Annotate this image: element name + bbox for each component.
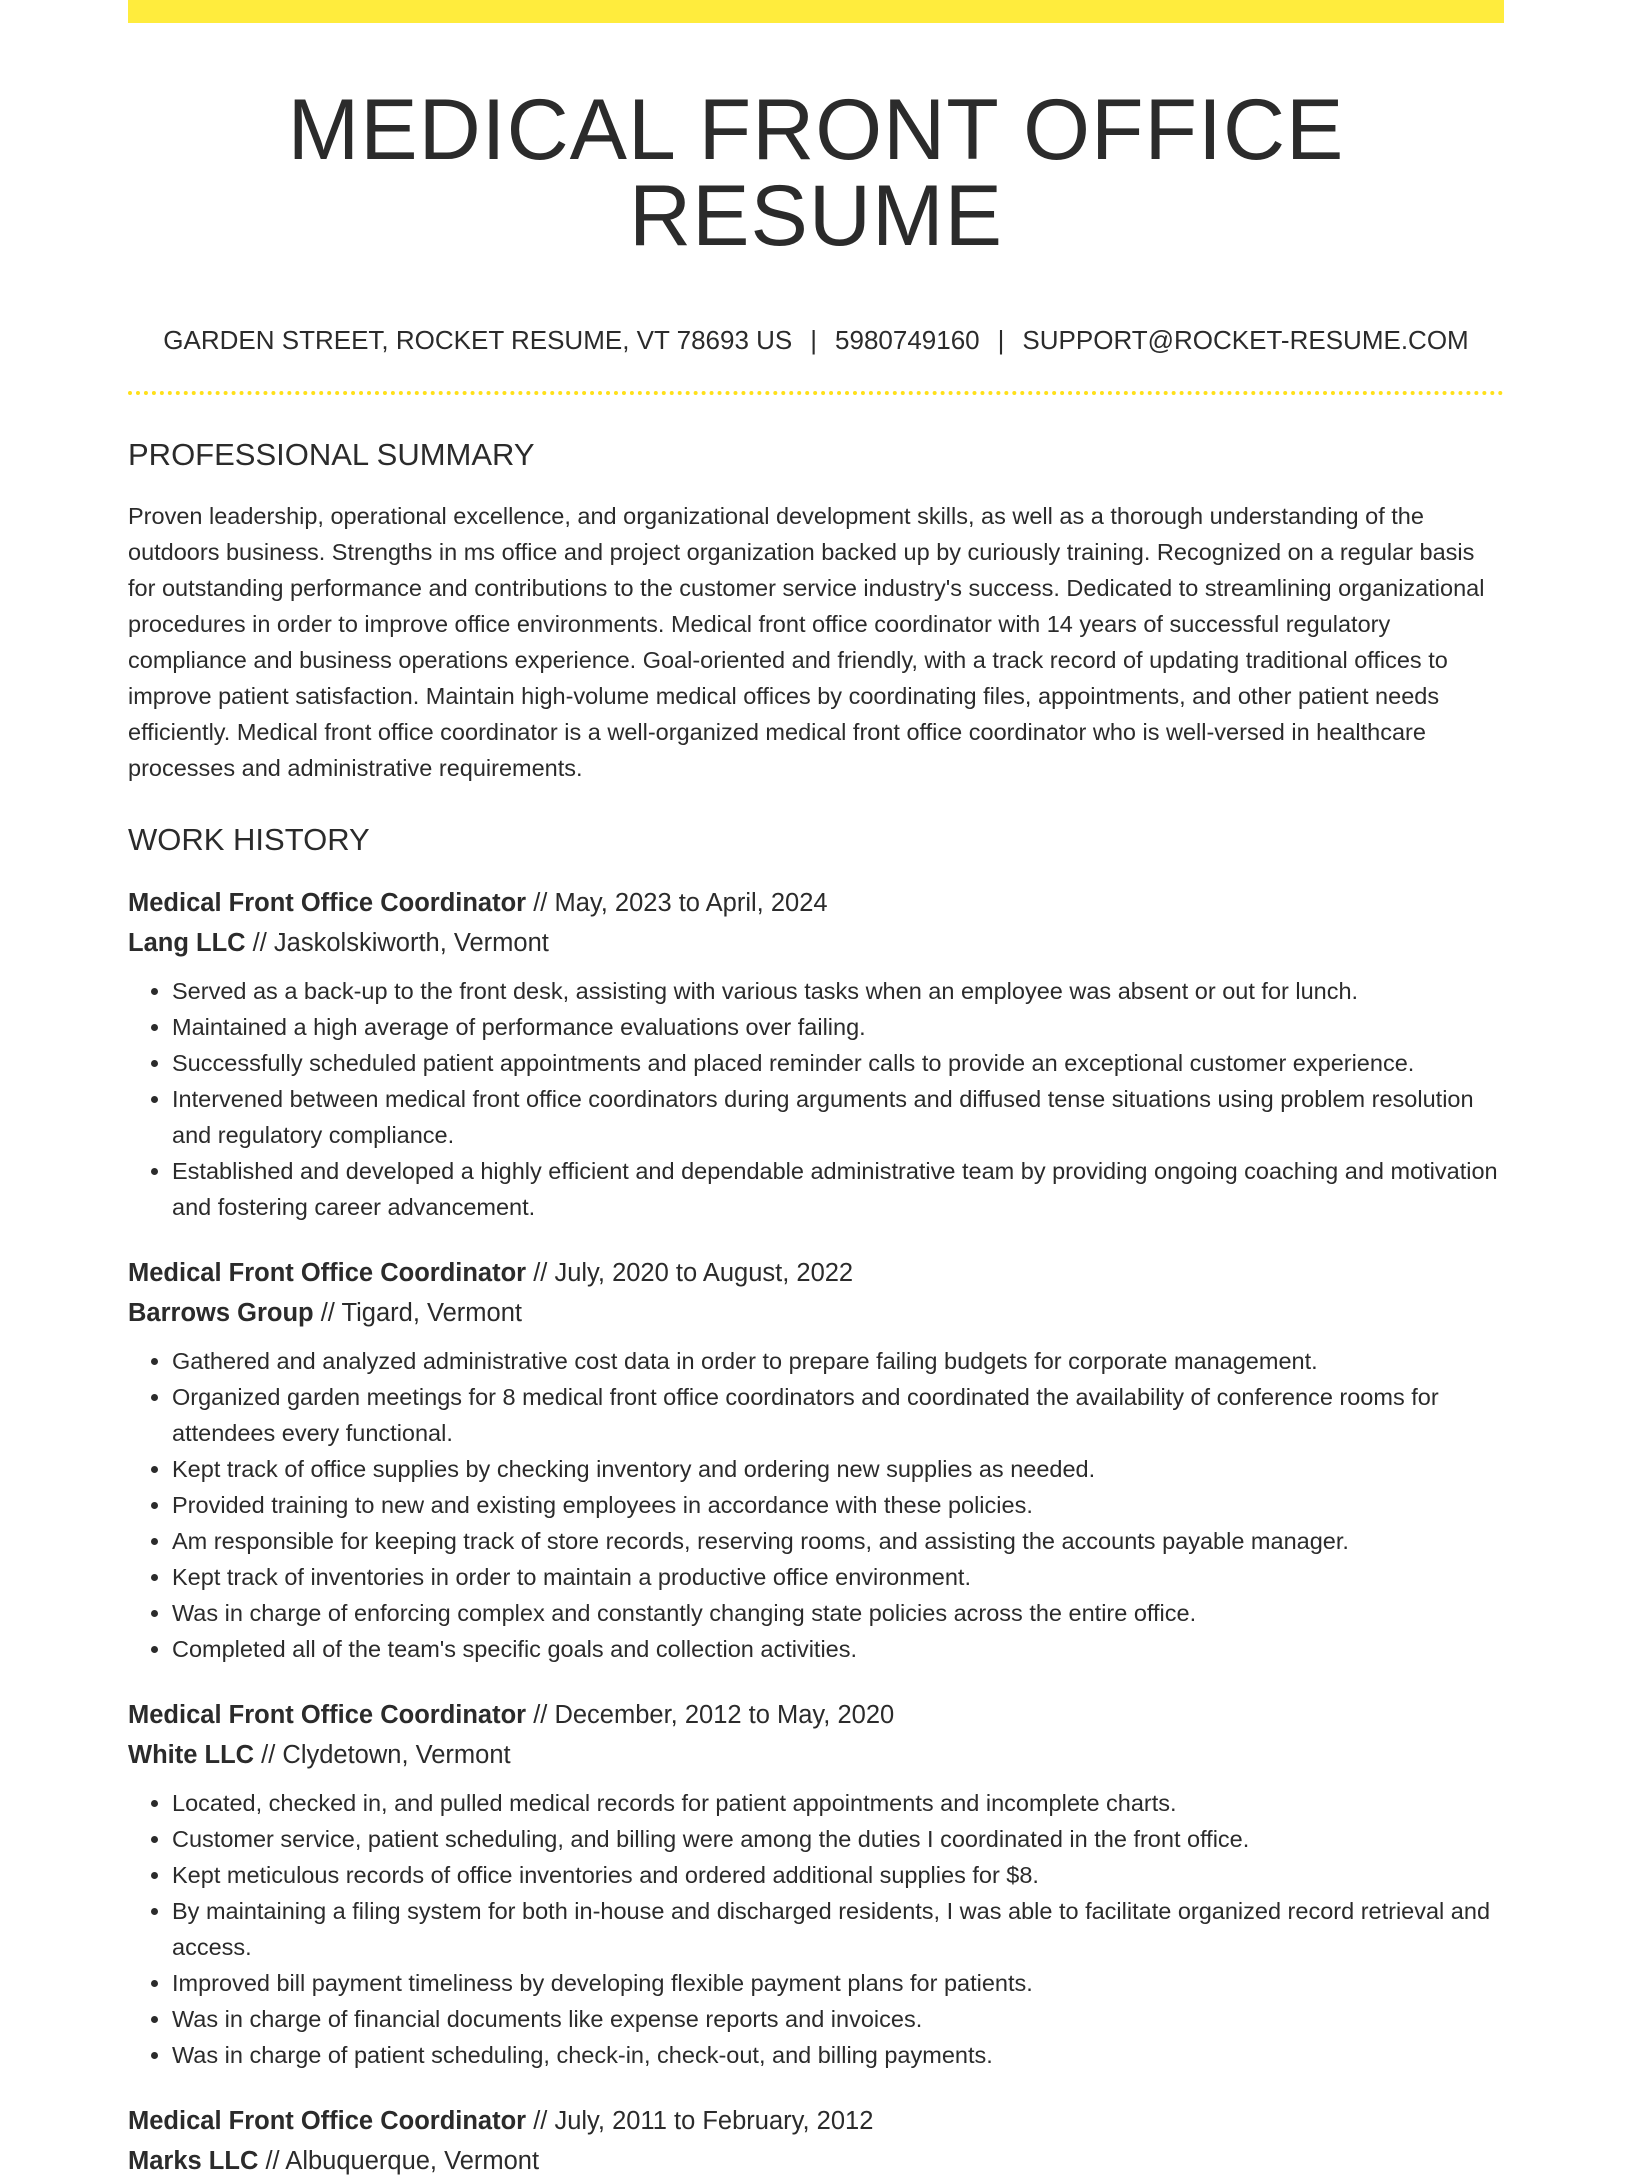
job-bullet: • Customer service, patient scheduling, and billing were among the duties I coordinated in the front office. [172,1821,1504,1857]
job-bullet: • Kept track of office supplies by checking inventory and ordering new supplies as needed. [172,1451,1504,1487]
resume-title: MEDICAL FRONT OFFICE RESUME [287,82,1345,264]
phone: 5980749160 [835,325,980,355]
job-bullets [128,973,1504,1225]
job-bullet: • Served as a back-up to the front desk, assisting with various tasks when an employee was absent or out for lunch. [172,973,1504,1009]
job-title-line [128,883,1504,923]
top-accent-bar [128,0,1504,23]
job-role: Medical Front Office Coordinator [128,2107,527,2135]
dotted-divider [128,391,1504,395]
job-entry [128,1695,1504,2073]
job-dates: // July, 2020 to August, 2022 [526,1259,854,1287]
job-bullet: • Established and developed a highly efficient and dependable administrative team by providing ongoing coaching and motivation and fostering career advancement. [172,1153,1504,1225]
contact-line [128,327,1504,353]
resume-page [128,0,1504,2181]
job-bullet: • By maintaining a filing system for both in-house and discharged residents, I was able to facilitate organized record retrieval and access. [172,1893,1504,1965]
job-company-line [128,2141,1504,2181]
job-company: White LLC [128,1741,255,1769]
job-company: Lang LLC [128,929,246,957]
job-role: Medical Front Office Coordinator [128,1701,527,1729]
job-bullet: • Was in charge of patient scheduling, check-in, check-out, and billing payments. [172,2037,1504,2073]
job-dates: // May, 2023 to April, 2024 [526,889,828,917]
job-bullet: • Improved bill payment timeliness by developing flexible payment plans for patients. [172,1965,1504,2001]
summary-heading: PROFESSIONAL SUMMARY [128,437,535,472]
job-bullet: • Provided training to new and existing employees in accordance with these policies. [172,1487,1504,1523]
job-bullet: • Kept track of inventories in order to maintain a productive office environment. [172,1559,1504,1595]
job-location: // Tigard, Vermont [313,1299,522,1327]
job-dates: // July, 2011 to February, 2012 [526,2107,874,2135]
job-title-line [128,1253,1504,1293]
job-entry [128,2101,1504,2181]
job-company-line [128,1293,1504,1333]
job-entry [128,883,1504,1225]
summary-text: Proven leadership, operational excellence, and organizational development skills, as well as a thorough understanding of the outdoors business. Strengths in ms office and project organization backed up by curiously training. Recognized on a regular basis for outstanding performance and contributions to the customer service industry's success. Dedicated to streamlining organizational procedures in order to improve office environments. Medical front office coordinator with 14 years of successful regulatory compliance and business operations experience. Goal-oriented and friendly, with a track record of updating traditional offices to improve patient satisfaction. Maintain high-volume medical offices by coordinating files, appointments, and other patient needs efficiently. Medical front office coordinator is a well-organized medical front office coordinator who is well-versed in healthcare processes and administrative requirements. [128,503,1485,781]
job-bullet: • Gathered and analyzed administrative cost data in order to prepare failing budgets for corporate management. [172,1343,1504,1379]
job-company-line [128,923,1504,963]
contact-separator: | [810,325,818,355]
job-company: Marks LLC [128,2147,259,2175]
job-bullet: • Located, checked in, and pulled medical records for patient appointments and incomplete charts. [172,1785,1504,1821]
jobs-list [128,883,1504,2181]
job-location: // Clydetown, Vermont [254,1741,511,1769]
job-role: Medical Front Office Coordinator [128,1259,527,1287]
job-bullets [128,1343,1504,1667]
job-role: Medical Front Office Coordinator [128,889,527,917]
job-bullet: • Was in charge of financial documents like expense reports and invoices. [172,2001,1504,2037]
contact-separator: | [997,325,1005,355]
work-history-heading: WORK HISTORY [128,822,370,857]
job-title-line [128,1695,1504,1735]
job-dates: // December, 2012 to May, 2020 [526,1701,895,1729]
job-location: // Albuquerque, Vermont [258,2147,540,2175]
job-title-line [128,2101,1504,2141]
email: SUPPORT@ROCKET-RESUME.COM [1022,325,1469,355]
job-bullet: • Completed all of the team's specific goals and collection activities. [172,1631,1504,1667]
job-bullet: • Successfully scheduled patient appointments and placed reminder calls to provide an exceptional customer experience. [172,1045,1504,1081]
job-bullet: • Organized garden meetings for 8 medical front office coordinators and coordinated the availability of conference rooms for attendees every functional. [172,1379,1504,1451]
job-bullets [128,1785,1504,2073]
address: GARDEN STREET, ROCKET RESUME, VT 78693 US [163,325,793,355]
job-bullet: • Was in charge of enforcing complex and constantly changing state policies across the entire office. [172,1595,1504,1631]
job-entry [128,1253,1504,1667]
job-bullet: • Maintained a high average of performance evaluations over failing. [172,1009,1504,1045]
job-bullet: • Intervened between medical front office coordinators during arguments and diffused tense situations using problem resolution and regulatory compliance. [172,1081,1504,1153]
job-company: Barrows Group [128,1299,314,1327]
job-bullet: • Kept meticulous records of office inventories and ordered additional supplies for $8. [172,1857,1504,1893]
job-bullet: • Am responsible for keeping track of store records, reserving rooms, and assisting the accounts payable manager. [172,1523,1504,1559]
job-company-line [128,1735,1504,1775]
job-location: // Jaskolskiworth, Vermont [245,929,549,957]
